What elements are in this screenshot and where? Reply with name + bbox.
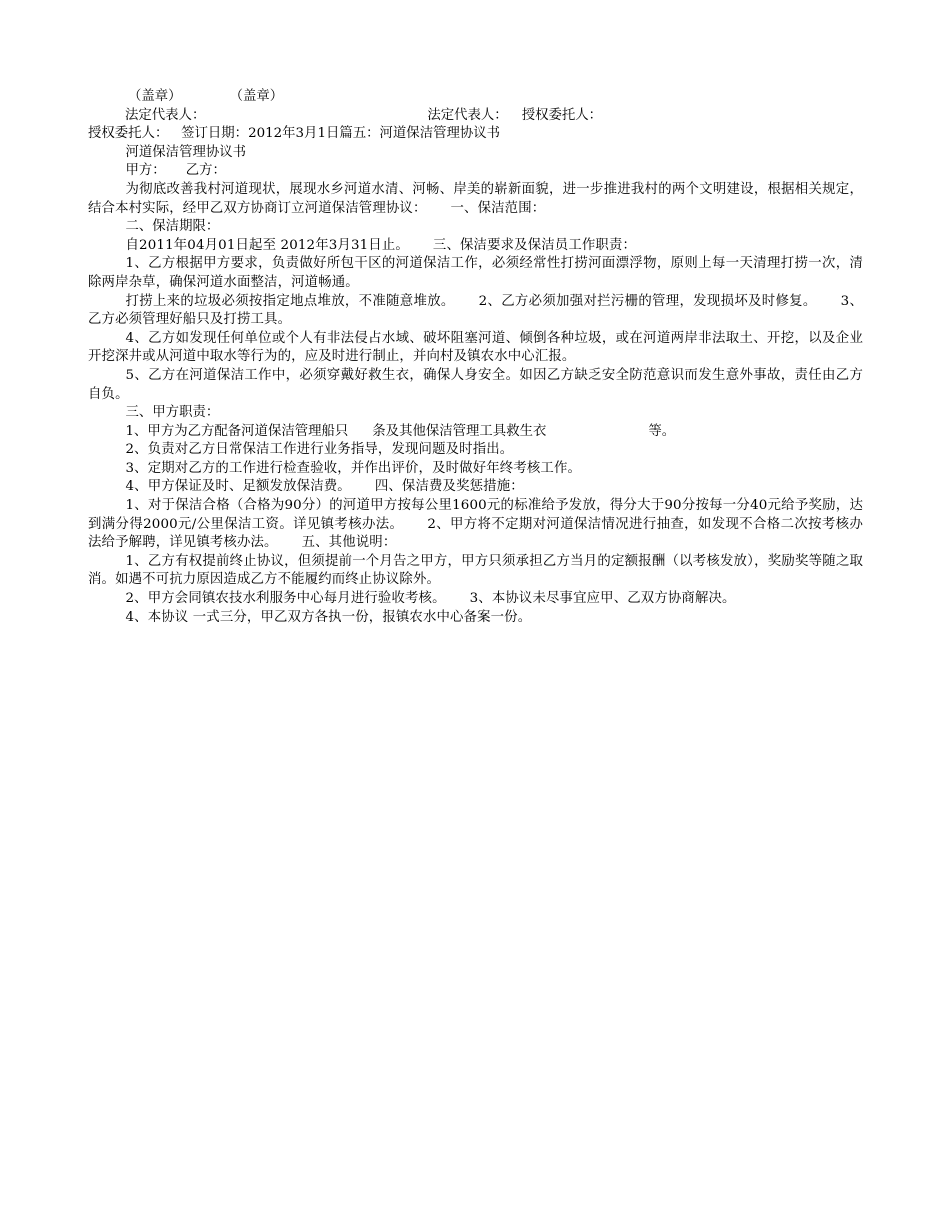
a-duty-1a: 1、甲方为乙方配备河道保洁管理船只: [125, 423, 349, 439]
other-heading: 五、其他说明：: [301, 535, 397, 551]
fee-heading: 四、保洁费及奖惩措施：: [374, 479, 524, 495]
period-text: 自2011年04月01日起至 2012年3月31日止。: [125, 237, 409, 253]
document-page: [88, 88, 863, 627]
a-duty-2: 2、负责对乙方日常保洁工作进行业务指导，发现问题及时指出。: [125, 442, 514, 458]
rep-a: 法定代表人：: [125, 107, 206, 123]
a-duty-heading: 三、甲方职责：: [125, 405, 220, 421]
other-1: 1、乙方有权提前终止协议，但须提前一个月告之甲方，甲方只须承担乙方当月的定额报酬（以考核发放），奖励奖等随之取消。如遇不可抗力原因造成乙方不能履约而终止协议除外。: [88, 553, 863, 588]
period-heading: 二、保洁期限：: [125, 219, 220, 235]
party-a: 甲方：: [125, 163, 166, 179]
other-2: 2、甲方会同镇农技水利服务中心每月进行验收考核。: [125, 591, 446, 607]
seal-a: （盖章）: [128, 89, 182, 104]
duty-3: 3、乙方必须管理好船只及打捞工具。: [88, 293, 863, 328]
other-2-3: [88, 590, 863, 609]
rep-b: 法定代表人：: [427, 107, 508, 123]
other-3: 3、本协议未尽事宜应甲、乙双方协商解决。: [469, 591, 736, 607]
parties-line: [88, 162, 863, 181]
document-title: 河道保洁管理协议书: [125, 144, 247, 160]
duty-heading: 三、保洁要求及保洁员工作职责：: [432, 237, 637, 253]
duty-1b: 打捞上来的垃圾必须按指定地点堆放，不准随意堆放。: [125, 293, 455, 309]
scope-heading: 一、保洁范围：: [450, 200, 546, 216]
auth-b: 授权委托人：: [521, 107, 603, 123]
fee-2: 2、甲方将不定期对河道保洁情况进行抽查，如发现不合格二次按考核办法给予解聘，详见镇考核办法。: [88, 516, 863, 551]
other-4: 4、本协议 一式三分，甲乙双方各执一份，报镇农水中心备案一份。: [125, 609, 532, 625]
intro-paragraph: [88, 181, 863, 218]
a-duty-3: 3、定期对乙方的工作进行检查验收，并作出评价，及时做好年终考核工作。: [125, 460, 582, 476]
fee-1: 1、对于保洁合格（合格为90分）的河道甲方按每公里1600元的标准给予发放，得分大于90分按每一分40元给予奖励，达到满分得2000元/公里保洁工资。详见镇考核办法。: [88, 498, 863, 532]
duty-5: 5、乙方在河道保洁工作中，必须穿戴好救生衣，确保人身安全。如因乙方缺乏安全防范意识而发生意外事故，责任由乙方自负。: [88, 367, 863, 402]
a-duty-1: [88, 423, 863, 442]
duty-1: 1、乙方根据甲方要求，负责做好所包干区的河道保洁工作，必须经常性打捞河面漂浮物，原则上每一天清理打捞一次，清除两岸杂草，确保河道水面整洁，河道畅通。: [88, 256, 863, 290]
intro-text: 为彻底改善我村河道现状，展现水乡河道水清、河畅、岸美的崭新面貌，进一步推进我村的两个文明建设，根据相关规定，结合本村实际，经甲乙双方协商订立河道保洁管理协议：: [88, 181, 863, 216]
duty-1b-2-3: [88, 293, 863, 330]
duty-4: 4、乙方如发现任何单位或个人有非法侵占水域、破坏阻塞河道、倾倒各种垃圾，或在河道两岸非法取土、开挖，以及企业开挖深井或从河道中取水等行为的，应及时进行制止，并向村及镇农水中心汇报。: [88, 330, 863, 365]
a-duty-1c: 等。: [648, 423, 676, 439]
auth-date-line: 授权委托人： 签订日期：2012年3月1日篇五：河道保洁管理协议书: [88, 126, 501, 142]
period-paragraph: [88, 237, 863, 256]
a-duty-1b: 条及其他保洁管理工具救生衣: [372, 423, 547, 439]
seal-b: （盖章）: [229, 89, 284, 104]
representative-line: [88, 107, 863, 126]
a-duty-4: 4、甲方保证及时、足额发放保洁费。: [125, 479, 351, 495]
seal-line: [88, 88, 863, 107]
fee-paragraph: [88, 497, 863, 553]
a-duty-4-fee-heading: [88, 478, 863, 497]
duty-2: 2、乙方必须加强对拦污栅的管理，发现损坏及时修复。: [478, 293, 817, 309]
party-b: 乙方：: [185, 163, 226, 179]
